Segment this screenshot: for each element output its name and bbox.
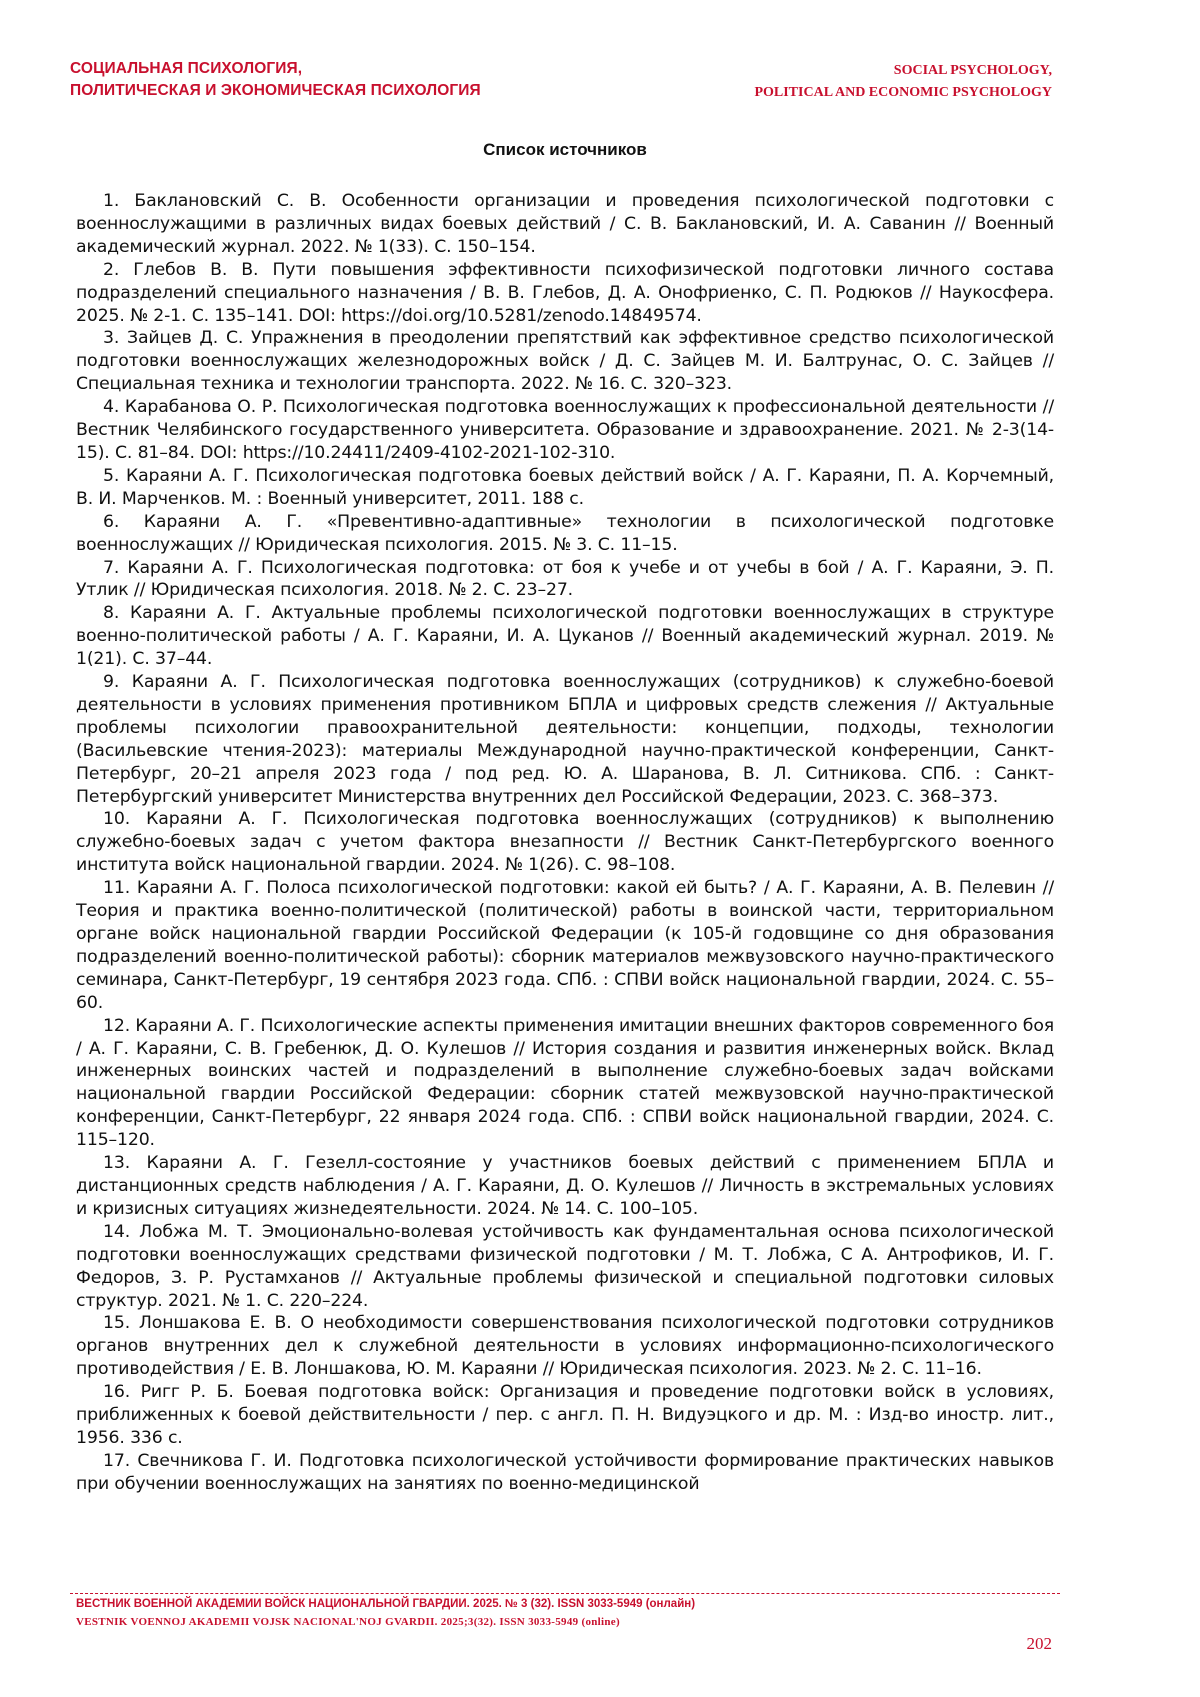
footer-journal-ru: ВЕСТНИК ВОЕННОЙ АКАДЕМИИ ВОЙСК НАЦИОНАЛЬНОЙ ГВАРДИИ. 2025. № 3 (32). ISSN 3033-5949 (онлайн): [76, 1598, 696, 1610]
reference-item: 12. Караяни А. Г. Психологические аспекты применения имитации внешних факторов современного боя / А. Г. Караяни, С. В. Гребенюк, Д. О. Кулешов // История создания и развития инженерных войск. Вклад инженерных воинских частей и подразделений в выполнение служебно-боевых задач войсками национальной гвардии Российской Федерации: сборник статей межвузовской научно-практической конференции, Санкт-Петербург, 22 января 2024 года. СПб. : СПВИ войск национальной гвардии, 2024. С. 115–120.: [76, 1015, 1054, 1151]
section-title: Список источников: [483, 140, 647, 159]
reference-item: 15. Лоншакова Е. В. О необходимости совершенствования психологической подготовки сотрудников органов внутренних дел к служебной деятельности в условиях информационно-психологического противодействия / Е. В. Лоншакова, Ю. М. Караяни // Юридическая психология. 2023. № 2. С. 11–16.: [76, 1313, 1054, 1380]
reference-item: 3. Зайцев Д. С. Упражнения в преодолении препятствий как эффективное средство психологической подготовки военнослужащих железнодорожных войск / Д. С. Зайцев М. И. Балтрунас, О. С. Зайцев // Специальная техника и технологии транспорта. 2022. № 16. С. 320–323.: [76, 328, 1054, 395]
reference-item: 2. Глебов В. В. Пути повышения эффективности психофизической подготовки личного состава подразделений специального назначения / В. В. Глебов, Д. А. Онофриенко, С. П. Родюков // Наукосфера. 2025. № 2-1. С. 135–141. DOI: https://doi.org/10.5281/zenodo.14849574.: [76, 259, 1054, 326]
reference-item: 13. Караяни А. Г. Гезелл-состояние у участников боевых действий с применением БПЛА и дистанционных средств наблюдения / А. Г. Караяни, Д. О. Кулешов // Личность в экстремальных условиях и кризисных ситуациях жизнедеятельности. 2024. № 14. С. 100–105.: [76, 1153, 1054, 1219]
footer-journal-en: VESTNIK VOENNOJ AKADEMII VOJSK NACIONAL'NOJ GVARDII. 2025;3(32). ISSN 3033-5949 (online): [76, 1616, 620, 1628]
reference-item: 8. Караяни А. Г. Актуальные проблемы психологической подготовки военнослужащих в структуре военно-политической работы / А. Г. Караяни, И. А. Цуканов // Военный академический журнал. 2019. № 1(21). С. 37–44.: [76, 603, 1054, 670]
reference-item: 17. Свечникова Г. И. Подготовка психологической устойчивости формирование практических навыков при обучении военнослужащих на занятиях по военно-медицинской: [76, 1450, 1054, 1494]
reference-item: 7. Караяни А. Г. Психологическая подготовка: от боя к учебе и от учебы в бой / А. Г. Караяни, Э. П. Утлик // Юридическая психология. 2018. № 2. С. 23–27.: [76, 557, 1054, 601]
reference-item: 10. Караяни А. Г. Психологическая подготовка военнослужащих (сотрудников) к выполнению служебно-боевых задач с учетом фактора внезапности // Вестник Санкт-Петербургского военного института войск национальной гвардии. 2024. № 1(26). С. 98–108.: [76, 809, 1054, 876]
footer-divider: [70, 1593, 1060, 1594]
header-en-line2: POLITICAL AND ECONOMIC PSYCHOLOGY: [754, 85, 1052, 100]
page-number: 202: [1026, 1634, 1052, 1653]
reference-item: 14. Лобжа М. Т. Эмоционально-волевая устойчивость как фундаментальная основа психологической подготовки военнослужащих средствами физической подготовки / М. Т. Лобжа, С А. Антрофиков, И. Г. Федоров, З. Р. Рустамханов // Актуальные проблемы физической и специальной подготовки силовых структур. 2021. № 1. С. 220–224.: [76, 1221, 1054, 1311]
reference-list: [76, 190, 1054, 1496]
header-en-line1: SOCIAL PSYCHOLOGY,: [893, 63, 1052, 78]
journal-section-header-ru: [70, 58, 481, 102]
reference-item: 9. Караяни А. Г. Психологическая подготовка военнослужащих (сотрудников) к служебно-боевой деятельности в условиях применения противником БПЛА и цифровых средств слежения // Актуальные проблемы психологии правоохранительной деятельности: концепции, подходы, технологии (Васильевские чтения-2023): материалы Международной научно-практической конференции, Санкт-Петербург, 20–21 апреля 2023 года / под ред. Ю. А. Шаранова, В. Л. Ситникова. СПб. : Санкт-Петербургский университет Министерства внутренних дел Российской Федерации, 2023. С. 368–373.: [76, 672, 1054, 807]
reference-item: 4. Карабанова О. Р. Психологическая подготовка военнослужащих к профессиональной деятельности // Вестник Челябинского государственного университета. Образование и здравоохранение. 2021. № 2-3(14-15). С. 81–84. DOI: https://10.24411/2409-4102-2021-102-310.: [76, 397, 1054, 463]
reference-item: 11. Караяни А. Г. Полоса психологической подготовки: какой ей быть? / А. Г. Караяни, А. В. Пелевин // Теория и практика военно-политической (политической) работы в воинской части, территориальном органе войск национальной гвардии Российской Федерации (к 105-й годовщине со дня образования подразделений военно-политической работы): сборник материалов межвузовского научно-практического семинара, Санкт-Петербург, 19 сентября 2023 года. СПб. : СПВИ войск национальной гвардии, 2024. С. 55–60.: [76, 878, 1054, 1013]
header-ru-line2: ПОЛИТИЧЕСКАЯ И ЭКОНОМИЧЕСКАЯ ПСИХОЛОГИЯ: [70, 82, 481, 99]
reference-item: 16. Ригг Р. Б. Боевая подготовка войск: Организация и проведение подготовки войск в условиях, приближенных к боевой действительности / пер. с англ. П. Н. Видуэцкого и др. М. : Изд-во иностр. лит., 1956. 336 с.: [76, 1382, 1054, 1448]
reference-item: 5. Караяни А. Г. Психологическая подготовка боевых действий войск / А. Г. Караяни, П. А. Корчемный, В. И. Марченков. М. : Военный университет, 2011. 188 с.: [76, 465, 1054, 509]
reference-item: 6. Караяни А. Г. «Превентивно-адаптивные» технологии в психологической подготовке военнослужащих // Юридическая психология. 2015. № 3. С. 11–15.: [76, 511, 1054, 555]
header-ru-line1: СОЦИАЛЬНАЯ ПСИХОЛОГИЯ,: [70, 60, 303, 77]
journal-section-header-en: [754, 60, 1052, 104]
reference-item: 1. Баклановский С. В. Особенности организации и проведения психологической подготовки с военнослужащими в различных видах боевых действий / С. В. Баклановский, И. А. Саванин // Военный академический журнал. 2022. № 1(33). С. 150–154.: [76, 191, 1054, 257]
